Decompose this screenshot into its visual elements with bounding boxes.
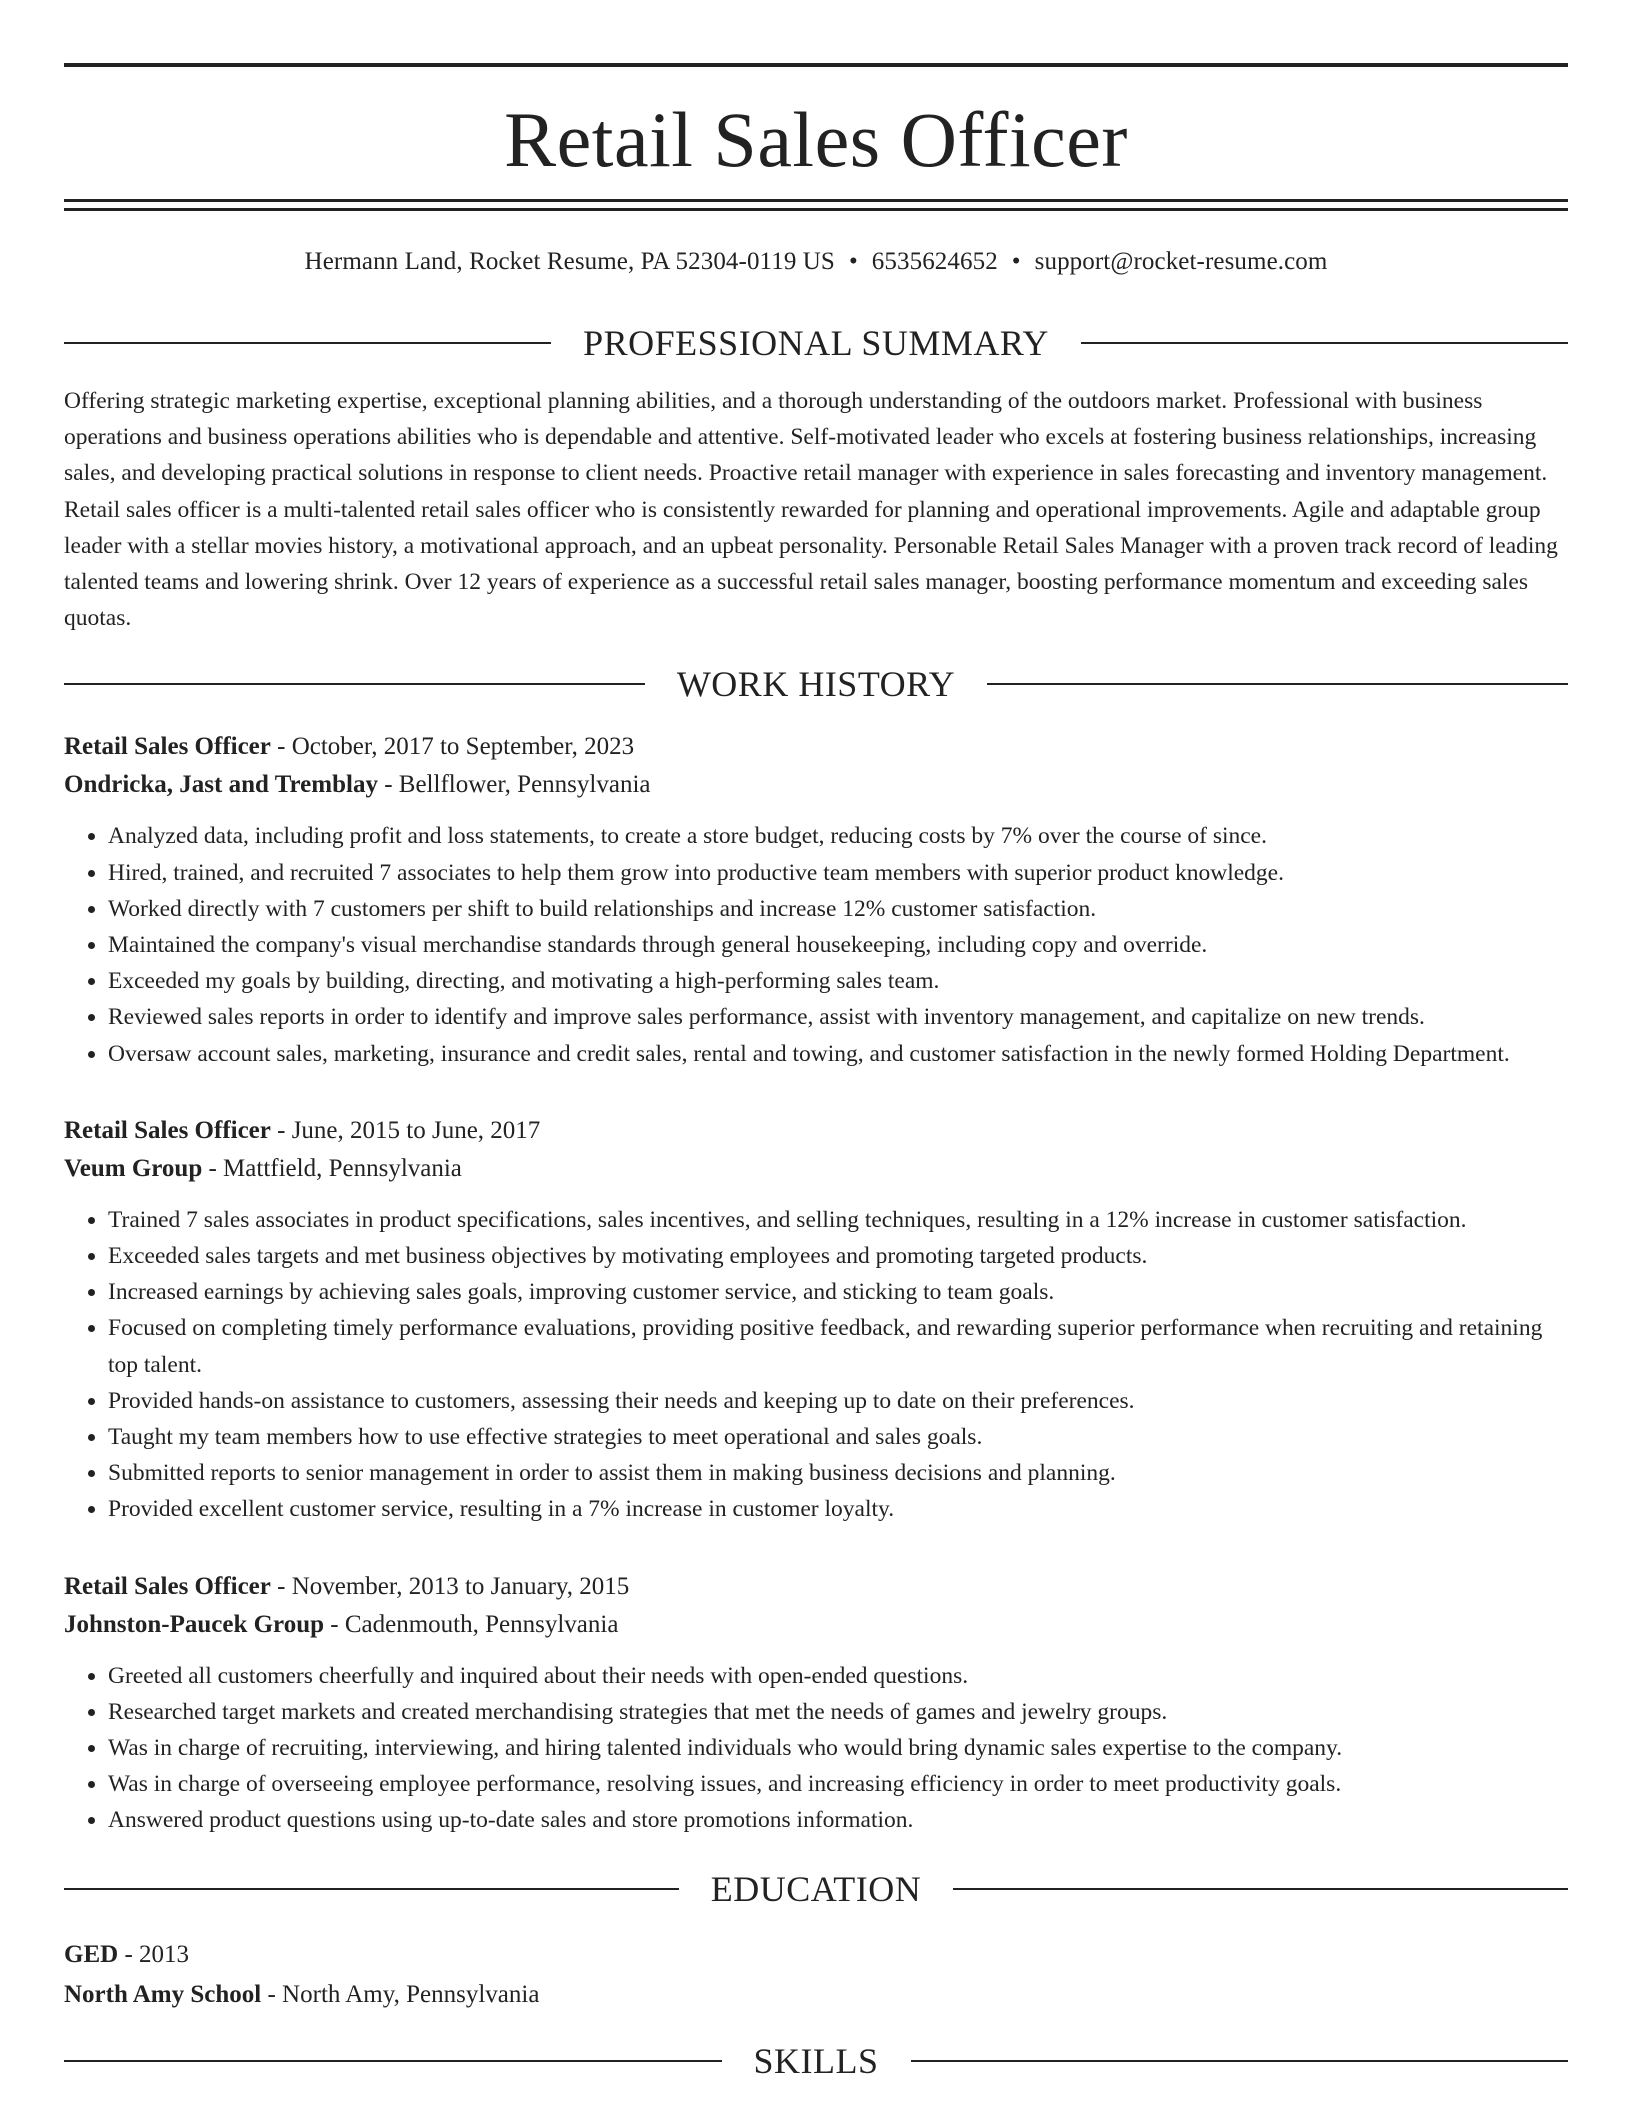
job-company-line: [64, 766, 1568, 804]
job-company-line: [64, 1606, 1568, 1644]
education-school: North Amy School: [64, 1980, 262, 2008]
job-entry: [64, 728, 1568, 1071]
list-item: • Increased earnings by achieving sales goals, improving customer service, and sticking to team goals.: [108, 1274, 1568, 1310]
contact-phone: 6535624652: [871, 248, 998, 275]
job-dates: - November, 2013 to January, 2015: [270, 1572, 630, 1600]
list-item: • Answered product questions using up-to-date sales and store promotions information.: [108, 1802, 1568, 1838]
job-bullets: [64, 1658, 1568, 1839]
job-dates: - June, 2015 to June, 2017: [270, 1116, 541, 1144]
contact-line: [64, 247, 1568, 277]
resume-page: [64, 0, 1568, 2081]
job-title: Retail Sales Officer: [64, 1572, 271, 1600]
list-item: • Hired, trained, and recruited 7 associates to help them grow into productive team members with superior product knowledge.: [108, 855, 1568, 891]
contact-separator: •: [1011, 248, 1021, 275]
job-company: Johnston-Paucek Group: [64, 1610, 325, 1638]
section-heading-work-history: [64, 664, 1568, 704]
heading-rule-left: [64, 2060, 722, 2062]
section-heading-label: SKILLS: [753, 2040, 879, 2081]
job-company-line: [64, 1150, 1568, 1188]
list-item: • Was in charge of overseeing employee performance, resolving issues, and increasing efficiency in order to meet productivity goals.: [108, 1766, 1568, 1802]
job-title-line: [64, 1568, 1568, 1606]
list-item: • Taught my team members how to use effective strategies to meet operational and sales goals.: [108, 1419, 1568, 1455]
section-heading-label: PROFESSIONAL SUMMARY: [583, 323, 1049, 363]
education-location: - North Amy, Pennsylvania: [261, 1980, 540, 2008]
job-location: - Mattfield, Pennsylvania: [202, 1154, 462, 1182]
education-degree: GED: [64, 1940, 119, 1968]
heading-rule-right: [987, 683, 1568, 685]
list-item: • Submitted reports to senior management in order to assist them in making business decisions and planning.: [108, 1455, 1568, 1491]
heading-rule-left: [64, 342, 551, 344]
job-bullets: [64, 1202, 1568, 1528]
section-heading-education: [64, 1869, 1568, 1909]
summary-text: Offering strategic marketing expertise, exceptional planning abilities, and a thorough understanding of the outdoors market. Professional with business operations and business operations abilities who is dependable and attentive. Self-motivated leader who excels at fostering business relationships, increasing sales, and developing practical solutions in response to client needs. Proactive retail manager with experience in sales forecasting and inventory management. Retail sales officer is a multi-talented retail sales officer who is consistently rewarded for planning and operational improvements. Agile and adaptable group leader with a stellar movies history, a motivational approach, and an upbeat personality. Personable Retail Sales Manager with a proven track record of leading talented teams and lowering shrink. Over 12 years of experience as a successful retail sales manager, boosting performance momentum and exceeding sales quotas.: [64, 388, 1558, 632]
job-location: - Bellflower, Pennsylvania: [377, 771, 651, 799]
job-company: Ondricka, Jast and Tremblay: [64, 771, 378, 799]
education-entry: [64, 1935, 1568, 2015]
job-company: Veum Group: [64, 1154, 203, 1182]
list-item: • Worked directly with 7 customers per shift to build relationships and increase 12% customer satisfaction.: [108, 891, 1568, 927]
heading-rule-right: [953, 1888, 1568, 1890]
job-title-line: [64, 728, 1568, 766]
job-bullets: [64, 818, 1568, 1071]
list-item: • Greeted all customers cheerfully and inquired about their needs with open-ended questions.: [108, 1658, 1568, 1694]
job-title-line: [64, 1112, 1568, 1150]
heading-rule-right: [911, 2060, 1569, 2062]
list-item: • Reviewed sales reports in order to identify and improve sales performance, assist with inventory management, and capitalize on new trends.: [108, 999, 1568, 1035]
job-title: Retail Sales Officer: [64, 1116, 271, 1144]
list-item: • Exceeded sales targets and met business objectives by motivating employees and promoting targeted products.: [108, 1238, 1568, 1274]
job-entry: [64, 1112, 1568, 1528]
list-item: • Analyzed data, including profit and loss statements, to create a store budget, reducing costs by 7% over the course of since.: [108, 818, 1568, 854]
job-location: - Cadenmouth, Pennsylvania: [324, 1610, 619, 1638]
section-heading-label: EDUCATION: [710, 1868, 922, 1909]
contact-separator: •: [848, 248, 858, 275]
title-double-rule: [64, 199, 1568, 211]
list-item: • Provided excellent customer service, resulting in a 7% increase in customer loyalty.: [108, 1491, 1568, 1527]
list-item: • Trained 7 sales associates in product specifications, sales incentives, and selling techniques, resulting in a 12% increase in customer satisfaction.: [108, 1202, 1568, 1238]
education-year: - 2013: [118, 1940, 190, 1968]
job-entry: [64, 1568, 1568, 1839]
education-degree-line: [64, 1935, 1568, 1975]
heading-rule-left: [64, 1888, 679, 1890]
heading-rule-right: [1081, 342, 1568, 344]
list-item: • Focused on completing timely performance evaluations, providing positive feedback, and rewarding superior performance when recruiting and retaining top talent.: [108, 1310, 1568, 1382]
list-item: • Was in charge of recruiting, interviewing, and hiring talented individuals who would bring dynamic sales expertise to the company.: [108, 1730, 1568, 1766]
heading-rule-left: [64, 683, 645, 685]
job-dates: - October, 2017 to September, 2023: [270, 733, 635, 761]
education-school-line: [64, 1975, 1568, 2015]
contact-email: support@rocket-resume.com: [1034, 248, 1328, 275]
section-heading-summary: [64, 323, 1568, 363]
job-title: Retail Sales Officer: [64, 733, 271, 761]
list-item: • Provided hands-on assistance to customers, assessing their needs and keeping up to date on their preferences.: [108, 1383, 1568, 1419]
list-item: • Exceeded my goals by building, directing, and motivating a high-performing sales team.: [108, 963, 1568, 999]
section-heading-skills: [64, 2041, 1568, 2081]
list-item: • Researched target markets and created merchandising strategies that met the needs of games and jewelry groups.: [108, 1694, 1568, 1730]
list-item: • Oversaw account sales, marketing, insurance and credit sales, rental and towing, and customer satisfaction in the newly formed Holding Department.: [108, 1036, 1568, 1072]
section-heading-label: WORK HISTORY: [676, 664, 956, 705]
list-item: • Maintained the company's visual merchandise standards through general housekeeping, including copy and override.: [108, 927, 1568, 963]
resume-title: Retail Sales Officer: [504, 96, 1128, 183]
top-rule: [64, 63, 1568, 67]
contact-address: Hermann Land, Rocket Resume, PA 52304-0119 US: [304, 248, 835, 275]
